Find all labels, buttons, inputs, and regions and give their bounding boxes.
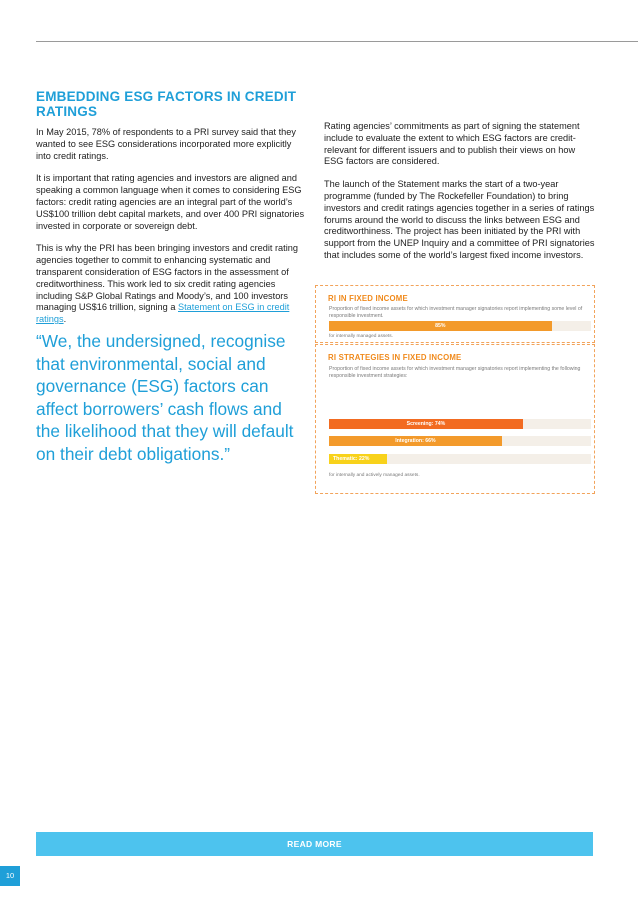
- bar-track: [329, 454, 591, 464]
- page-number: [0, 866, 20, 886]
- top-divider: [36, 41, 638, 42]
- left-paragraph-1: In May 2015, 78% of respondents to a PRI survey said that they wanted to see ESG considerations incorporated more explicitly into credit ratings.: [36, 127, 296, 161]
- left-paragraph-3-text: This is why the PRI has been bringing investors and credit rating agencies together to commit to enhancing systematic and transparent consideration of ESG factors in the assessment of creditworthiness. This work led to six credit rating agencies including S&P Global Ratings and Moody’s, and 100 investors managing US$16 trillion, signing a: [36, 243, 298, 313]
- statement-link[interactable]: Statement on ESG in credit ratings: [36, 302, 290, 325]
- bar-track: [329, 321, 591, 331]
- chart-title: RI STRATEGIES IN FIXED INCOME: [328, 353, 462, 362]
- bar-track: [329, 419, 591, 429]
- pull-quote: “We, the undersigned, recognise that environmental, social and governance (ESG) factors can affect borrowers’ cash flows and the likelihood that they will default on their debt obligations.”: [36, 331, 294, 464]
- right-column: [324, 121, 596, 273]
- chart-footnote: for internally and actively managed assets.: [329, 473, 420, 478]
- bar-label-integration: Integration: 66%: [395, 438, 436, 444]
- chart-footnote: for internally managed assets.: [329, 334, 393, 339]
- left-paragraph-2: It is important that rating agencies and investors are aligned and speaking a common language when it comes to considering ESG factors: credit rating agencies are an integral part of the world’s US$100 trillion debt capital markets, and over 400 PRI signatories invested in corporate or sovereign debt.: [36, 173, 305, 231]
- ri-fixed-income-chart: [315, 285, 595, 343]
- bar-label-screening: Screening: 74%: [406, 421, 446, 427]
- bar-value-label: 85%: [435, 323, 446, 329]
- right-paragraph-1: Rating agencies’ commitments as part of signing the statement include to evaluate the extent to which ESG factors are credit-relevant for different issuers and to publish their views on how ESG factors are considered.: [324, 121, 580, 167]
- left-column: [36, 127, 306, 337]
- ri-strategies-chart: [315, 344, 595, 494]
- read-more-label: READ MORE: [287, 839, 342, 849]
- right-paragraph-2: The launch of the Statement marks the start of a two-year programme (funded by The Rockefeller Foundation) to bring investors and credit ratings agencies together in a series of ratings forums around the world to discuss the links between ESG and creditworthiness. The project has been initiated by the PRI with support from the UNEP Inquiry and a committee of PRI signatories that includes some of the world’s largest fixed income investors.: [324, 179, 595, 260]
- read-more-button[interactable]: [36, 832, 593, 856]
- chart-title: RI IN FIXED INCOME: [328, 294, 408, 303]
- chart-subtitle: Proportion of fixed income assets for which investment manager signatories report implementing the following responsible investment strategies:: [329, 366, 581, 379]
- bar-track: [329, 436, 591, 446]
- left-paragraph-3-end: .: [63, 314, 67, 325]
- left-paragraph-3: [36, 243, 306, 326]
- page-number-label: 10: [5, 871, 15, 880]
- bar-label-thematic: Thematic: 22%: [333, 456, 370, 462]
- chart-subtitle: Proportion of fixed income assets for which investment manager signatories report implementing some level of responsible investment.: [329, 306, 583, 319]
- section-heading: EMBEDDING ESG FACTORS IN CREDIT RATINGS: [36, 89, 297, 119]
